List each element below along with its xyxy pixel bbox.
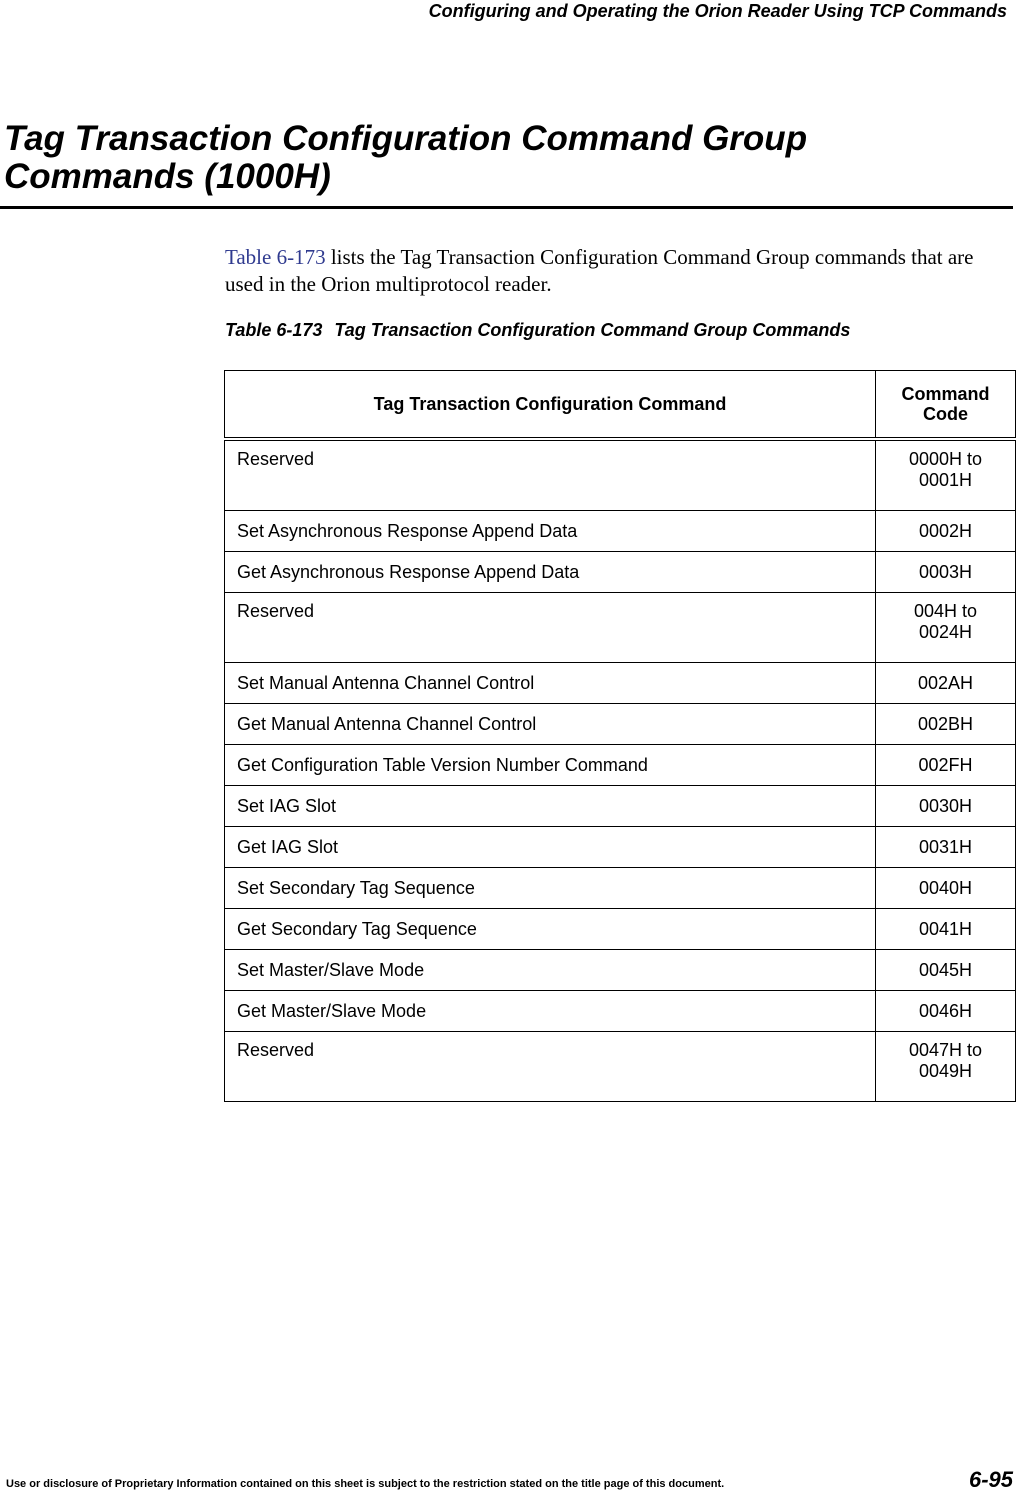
section-title [4,120,1004,196]
table-row [225,1032,1016,1102]
table-row [225,909,1016,950]
command-code-cell [876,745,1016,786]
command-code-line-1: 0002H [918,520,973,541]
command-code-line-1: 0040H [918,877,973,898]
table-row [225,439,1016,511]
command-code-line-1: 0041H [918,918,973,939]
command-code-cell [876,439,1016,511]
command-name-cell: Reserved [225,439,876,511]
table-row [225,786,1016,827]
title-rule [0,206,1013,209]
table-row [225,868,1016,909]
intro-paragraph [225,244,1015,298]
command-code-line-1: 0047H to [908,1040,983,1060]
command-name-cell: Get Configuration Table Version Number Command [225,745,876,786]
command-name-cell: Get Asynchronous Response Append Data [225,552,876,593]
command-code-cell [876,704,1016,745]
command-code-line-1: 0045H [918,959,973,980]
table-row [225,950,1016,991]
column-header-code [876,371,1016,440]
command-code-cell [876,909,1016,950]
command-code-cell [876,511,1016,552]
command-code-cell [876,1032,1016,1102]
section-title-line-2: Commands (1000H) [4,157,331,196]
table-row [225,552,1016,593]
column-header-code-line-1: Command [901,384,990,404]
section-title-line-1: Tag Transaction Configuration Command Group [4,119,808,158]
command-name-cell: Get Manual Antenna Channel Control [225,704,876,745]
command-code-line-2: 0024H [918,622,973,642]
column-header-code-line-2: Code [923,404,968,424]
command-code-cell [876,663,1016,704]
command-code-line-1: 002FH [918,754,973,775]
table-row [225,991,1016,1032]
command-name-cell: Set Asynchronous Response Append Data [225,511,876,552]
column-header-command: Tag Transaction Configuration Command [225,371,876,440]
command-name-cell: Reserved [225,1032,876,1102]
footer-notice: Use or disclosure of Proprietary Information contained on this sheet is subject to the restriction stated on the title page of this document. [6,1478,725,1490]
table-row [225,704,1016,745]
table-caption-number: Table 6-173 [225,320,323,340]
table-header-row [225,371,1016,440]
table-row [225,827,1016,868]
command-code-cell [876,827,1016,868]
command-code-line-2: 0001H [918,470,973,490]
command-name-cell: Set Manual Antenna Channel Control [225,663,876,704]
table-row [225,745,1016,786]
table-row [225,593,1016,663]
command-code-line-1: 004H to [913,601,978,621]
table-row [225,663,1016,704]
command-code-cell [876,593,1016,663]
intro-text: lists the Tag Transaction Configuration Command Group commands that are used in the Orion multiprotocol reader. [225,245,974,296]
command-code-line-2: 0049H [918,1061,973,1081]
command-code-line-1: 0031H [918,836,973,857]
table-cross-reference-link[interactable]: Table 6-173 [225,245,326,269]
command-code-line-1: 0000H to [908,449,983,469]
command-code-line-1: 0003H [918,561,973,582]
command-code-cell [876,868,1016,909]
command-name-cell: Get Secondary Tag Sequence [225,909,876,950]
command-table [224,370,1016,1102]
command-name-cell: Set Secondary Tag Sequence [225,868,876,909]
table-caption [225,319,850,341]
running-header: Configuring and Operating the Orion Reader Using TCP Commands [428,1,1007,21]
command-code-cell [876,991,1016,1032]
command-code-cell [876,950,1016,991]
command-code-line-1: 0046H [918,1000,973,1021]
table-row [225,511,1016,552]
command-code-cell [876,786,1016,827]
command-name-cell: Set IAG Slot [225,786,876,827]
table-body [225,439,1016,1102]
table-caption-title: Tag Transaction Configuration Command Group Commands [334,320,851,340]
command-name-cell: Get IAG Slot [225,827,876,868]
page-number: 6-95 [968,1467,1013,1492]
command-code-line-1: 002BH [917,713,974,734]
command-name-cell: Get Master/Slave Mode [225,991,876,1032]
command-code-line-1: 002AH [917,672,974,693]
command-name-cell: Set Master/Slave Mode [225,950,876,991]
command-code-cell [876,552,1016,593]
command-name-cell: Reserved [225,593,876,663]
command-code-line-1: 0030H [918,795,973,816]
